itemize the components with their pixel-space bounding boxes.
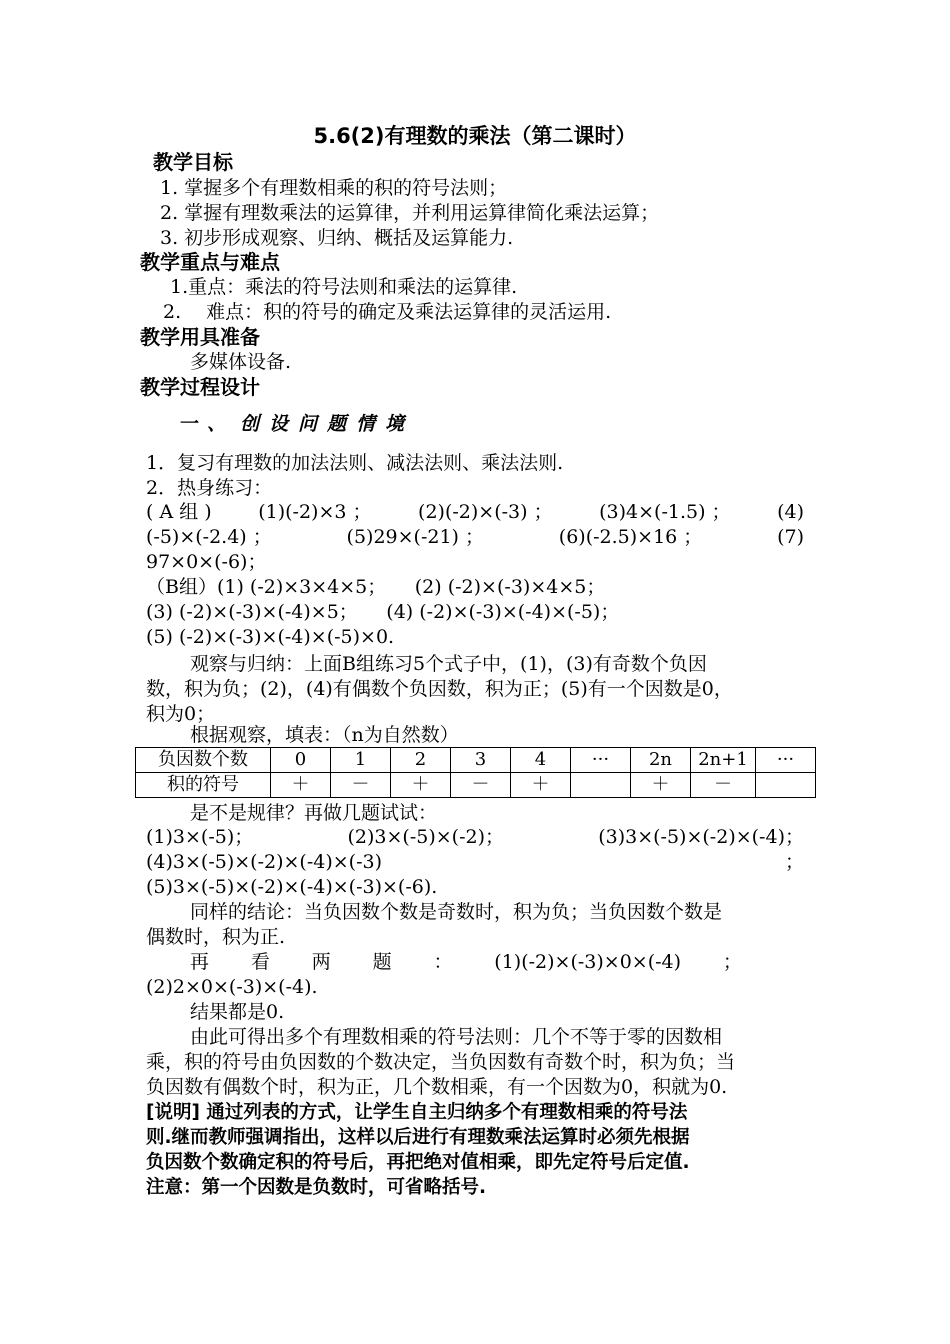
table-cell: －	[451, 773, 511, 798]
sign-table	[135, 747, 816, 798]
paragraph: 结果都是0.	[190, 1001, 285, 1023]
table-cell: 2	[391, 748, 451, 773]
exercise-line-a3: 97×0×(-6)；	[146, 551, 267, 573]
table-cell: 1	[331, 748, 391, 773]
table-cell	[756, 773, 816, 798]
paragraph: 负因数有偶数个时，积为正，几个数相乘，有一个因数为0，积就为0.	[146, 1076, 728, 1098]
table-cell	[571, 773, 631, 798]
exercise-item: (7)	[777, 526, 804, 548]
exercise-item: (2)3×(-5)×(-2)；	[347, 826, 504, 848]
exercise-line-b3: (5) (-2)×(-3)×(-4)×(-5)×0.	[146, 626, 395, 648]
table-cell: －	[691, 773, 756, 798]
text-fragment: 再	[190, 951, 210, 973]
exercise-item: (4)	[777, 501, 804, 523]
table-cell: 2n+1	[691, 748, 756, 773]
exercise-line-a1	[146, 500, 804, 524]
paragraph: 由此可得出多个有理数相乘的符号法则：几个不等于零的因数相	[190, 1026, 723, 1048]
exercise-item: (4)3×(-5)×(-2)×(-4)×(-3)	[146, 851, 383, 873]
section-title: 创设问题情境	[240, 413, 415, 435]
paragraph: 同样的结论：当负因数个数是奇数时，积为负；当负因数个数是	[190, 901, 723, 923]
table-cell: 0	[271, 748, 331, 773]
paragraph: 2．热身练习：	[146, 477, 273, 499]
paragraph: 乘，积的符号由负因数的个数决定，当负因数有奇数个时，积为负；当	[146, 1051, 736, 1073]
try-line-2	[146, 850, 804, 874]
exercise-item: (2)(-2)×(-3) ；	[418, 501, 553, 523]
table-cell: ＋	[511, 773, 571, 798]
section-number: 一、	[178, 413, 237, 435]
table-cell: 负因数个数	[136, 748, 271, 773]
note-line: 注意：第一个因数是负数时，可省略括号.	[146, 1177, 487, 1198]
text-fragment: 看	[250, 951, 270, 973]
table-cell: ＋	[631, 773, 691, 798]
exercise-line-b1: （B组）(1) (-2)×3×4×5； (2) (-2)×(-3)×4×5；	[146, 576, 606, 598]
table-row	[136, 748, 816, 773]
paragraph: 积为0；	[146, 703, 216, 725]
try-line-1	[146, 825, 804, 849]
table-row	[136, 773, 816, 798]
exercise-item: (-5)×(-2.4) ；	[146, 526, 272, 548]
text-fragment: 题	[372, 951, 392, 973]
note-line: 负因数个数确定积的符号后，再把绝对值相乘，即先定符号后定值.	[146, 1152, 690, 1173]
page-title: 5.6(2)有理数的乘法（第二课时）	[313, 124, 637, 148]
objective-item: 1. 掌握多个有理数相乘的积的符号法则；	[160, 177, 508, 199]
note-line: [说明] 通过列表的方式，让学生自主归纳多个有理数相乘的符号法	[146, 1102, 688, 1123]
text-fragment: ：	[433, 951, 453, 973]
objective-item: 2. 掌握有理数乘法的运算律，并利用运算律简化乘法运算；	[160, 202, 660, 224]
paragraph: 数，积为负；(2)，(4)有偶数个负因数，积为正；(5)有一个因数是0，	[146, 678, 733, 700]
try-line-3: (5)3×(-5)×(-2)×(-4)×(-3)×(-6).	[146, 876, 438, 898]
exercise-item: (1)(-2)×(-3)×0×(-4)	[494, 951, 682, 973]
table-cell: －	[331, 773, 391, 798]
paragraph: 是不是规律？再做几题试试：	[190, 802, 438, 824]
exercise-item: (5)29×(-21) ；	[346, 526, 485, 548]
table-cell: 4	[511, 748, 571, 773]
exercise-item: ；	[784, 851, 804, 873]
heading-tools: 教学用具准备	[140, 325, 260, 349]
exercise-item: ( A 组 )	[146, 501, 212, 523]
exercise-item: (1)3×(-5)；	[146, 826, 254, 848]
table-cell: 积的符号	[136, 773, 271, 798]
keypoint-item: 2. 难点：积的符号的确定及乘法运算律的灵活运用.	[163, 301, 612, 323]
exercise-item: (3)3×(-5)×(-2)×(-4)；	[598, 826, 804, 848]
keypoint-item: 1.重点：乘法的符号法则和乘法的运算律.	[170, 276, 518, 298]
heading-process: 教学过程设计	[140, 375, 260, 399]
table-cell: ···	[571, 748, 631, 773]
note-line: 则.继而教师强调指出，这样以后进行有理数乘法运算时必须先根据	[146, 1127, 690, 1148]
exercise-line-b2: (3) (-2)×(-3)×(-4)×5； (4) (-2)×(-3)×(-4)×(-5)；	[146, 601, 620, 623]
paragraph: 1．复习有理数的加法法则、减法法则、乘法法则.	[146, 452, 564, 474]
exercise-line-a2	[146, 525, 804, 549]
paragraph: 观察与归纳：上面B组练习5个式子中，(1)，(3)有奇数个负因	[190, 653, 707, 675]
table-cell: 3	[451, 748, 511, 773]
paragraph: 根据观察，填表：（n为自然数）	[190, 724, 459, 746]
again-line-2: (2)2×0×(-3)×(-4).	[146, 976, 318, 998]
heading-keypoints: 教学重点与难点	[140, 250, 280, 274]
exercise-item: (6)(-2.5)×16 ；	[558, 526, 703, 548]
heading-objectives: 教学目标	[153, 150, 233, 174]
text-fragment: ；	[722, 951, 742, 973]
table-cell: ＋	[391, 773, 451, 798]
objective-item: 3. 初步形成观察、归纳、概括及运算能力.	[160, 227, 514, 249]
table-cell: 2n	[631, 748, 691, 773]
table-cell: ＋	[271, 773, 331, 798]
text-fragment: 两	[311, 951, 331, 973]
exercise-item: (1)(-2)×3 ；	[258, 501, 372, 523]
exercise-item: (3)4×(-1.5) ；	[599, 501, 731, 523]
paragraph: 偶数时，积为正.	[146, 926, 286, 948]
again-line	[190, 950, 742, 974]
tools-text: 多媒体设备.	[190, 351, 292, 373]
table-cell: ···	[756, 748, 816, 773]
